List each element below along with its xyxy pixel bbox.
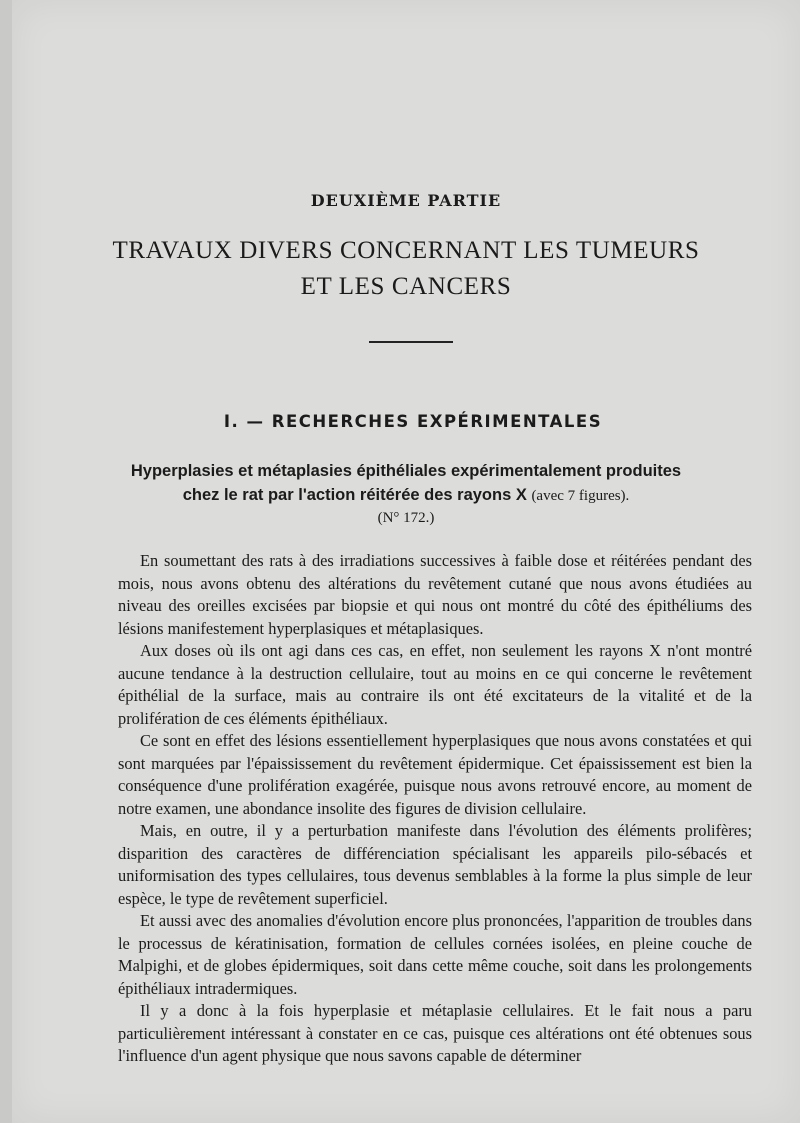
main-title bbox=[12, 233, 800, 305]
reference-number: (N° 172.) bbox=[377, 510, 435, 526]
article-title bbox=[42, 459, 770, 508]
paragraph-2: Aux doses où ils ont agi dans ces cas, en effet, non seulement les rayons X n'ont montré aucune tendance à la destruction cellulaire, tout au moins en ce qui concerne le revêtement épithélial de la surface, mais au contraire ils ont été excitateurs de la vitalité et de la prolifération de ces éléments épithéliaux. bbox=[118, 641, 752, 728]
paragraph-3: Ce sont en effet des lésions essentiellement hyperplasiques que nous avons constatées et qui sont marquées par l'épaississement du revêtement épidermique. Cet épaississement est bien la conséquence d'une prolifération exagérée, puisque nous avons retrouvé encore, au moment de notre examen, une abondance insolite des figures de division cellulaire. bbox=[118, 731, 752, 818]
paragraph-5: Et aussi avec des anomalies d'évolution encore plus prononcées, l'apparition de troubles dans le processus de kératinisation, formation de cellules cornées isolées, en pleine couche de Malpighi, et de globes épidermiques, soit dans cette même couche, soit dans les prolongements épithéliaux intradermiques. bbox=[118, 911, 752, 998]
figures-note: (avec 7 figures). bbox=[531, 488, 630, 504]
paragraph-4: Mais, en outre, il y a perturbation manifeste dans l'évolution des éléments prolifères; disparition des caractères de différenciation spécialisant les appareils pilo-sébacés et uniformisation des types cellulaires, tous devenus semblables à la forme la plus simple de leur espèce, le type de revêtement superficiel. bbox=[118, 821, 752, 908]
main-title-line-1: TRAVAUX DIVERS CONCERNANT LES TUMEURS bbox=[112, 237, 700, 264]
part-label: DEUXIÈME PARTIE bbox=[310, 191, 502, 210]
section-title: I. — RECHERCHES EXPÉRIMENTALES bbox=[223, 412, 603, 431]
body-text bbox=[118, 550, 752, 1068]
paragraph-1: En soumettant des rats à des irradiations successives à faible dose et réitérées pendant des mois, nous avons obtenu des altérations du revêtement cutané que nous avons étudiées au niveau des oreilles excisées par biopsie et qui nous ont montré du côté des épithéliums des lésions manifestement hyperplasiques et métaplasiques. bbox=[118, 551, 752, 638]
article-title-line-2 bbox=[42, 483, 770, 508]
page bbox=[12, 0, 800, 1123]
paragraph-6: Il y a donc à la fois hyperplasie et métaplasie cellulaires. Et le fait nous a paru particulièrement intéressant à constater en ce cas, puisque ces altérations ont été obtenues sous l'influence d'un agent physique que nous savons capable de déterminer bbox=[118, 1001, 752, 1065]
divider-rule bbox=[369, 341, 453, 343]
article-title-line-1: Hyperplasies et métaplasies épithéliales expérimentalement produites bbox=[130, 462, 682, 480]
article-title-line-2-text: chez le rat par l'action réitérée des rayons X bbox=[182, 486, 527, 504]
main-title-line-2: ET LES CANCERS bbox=[300, 273, 512, 300]
